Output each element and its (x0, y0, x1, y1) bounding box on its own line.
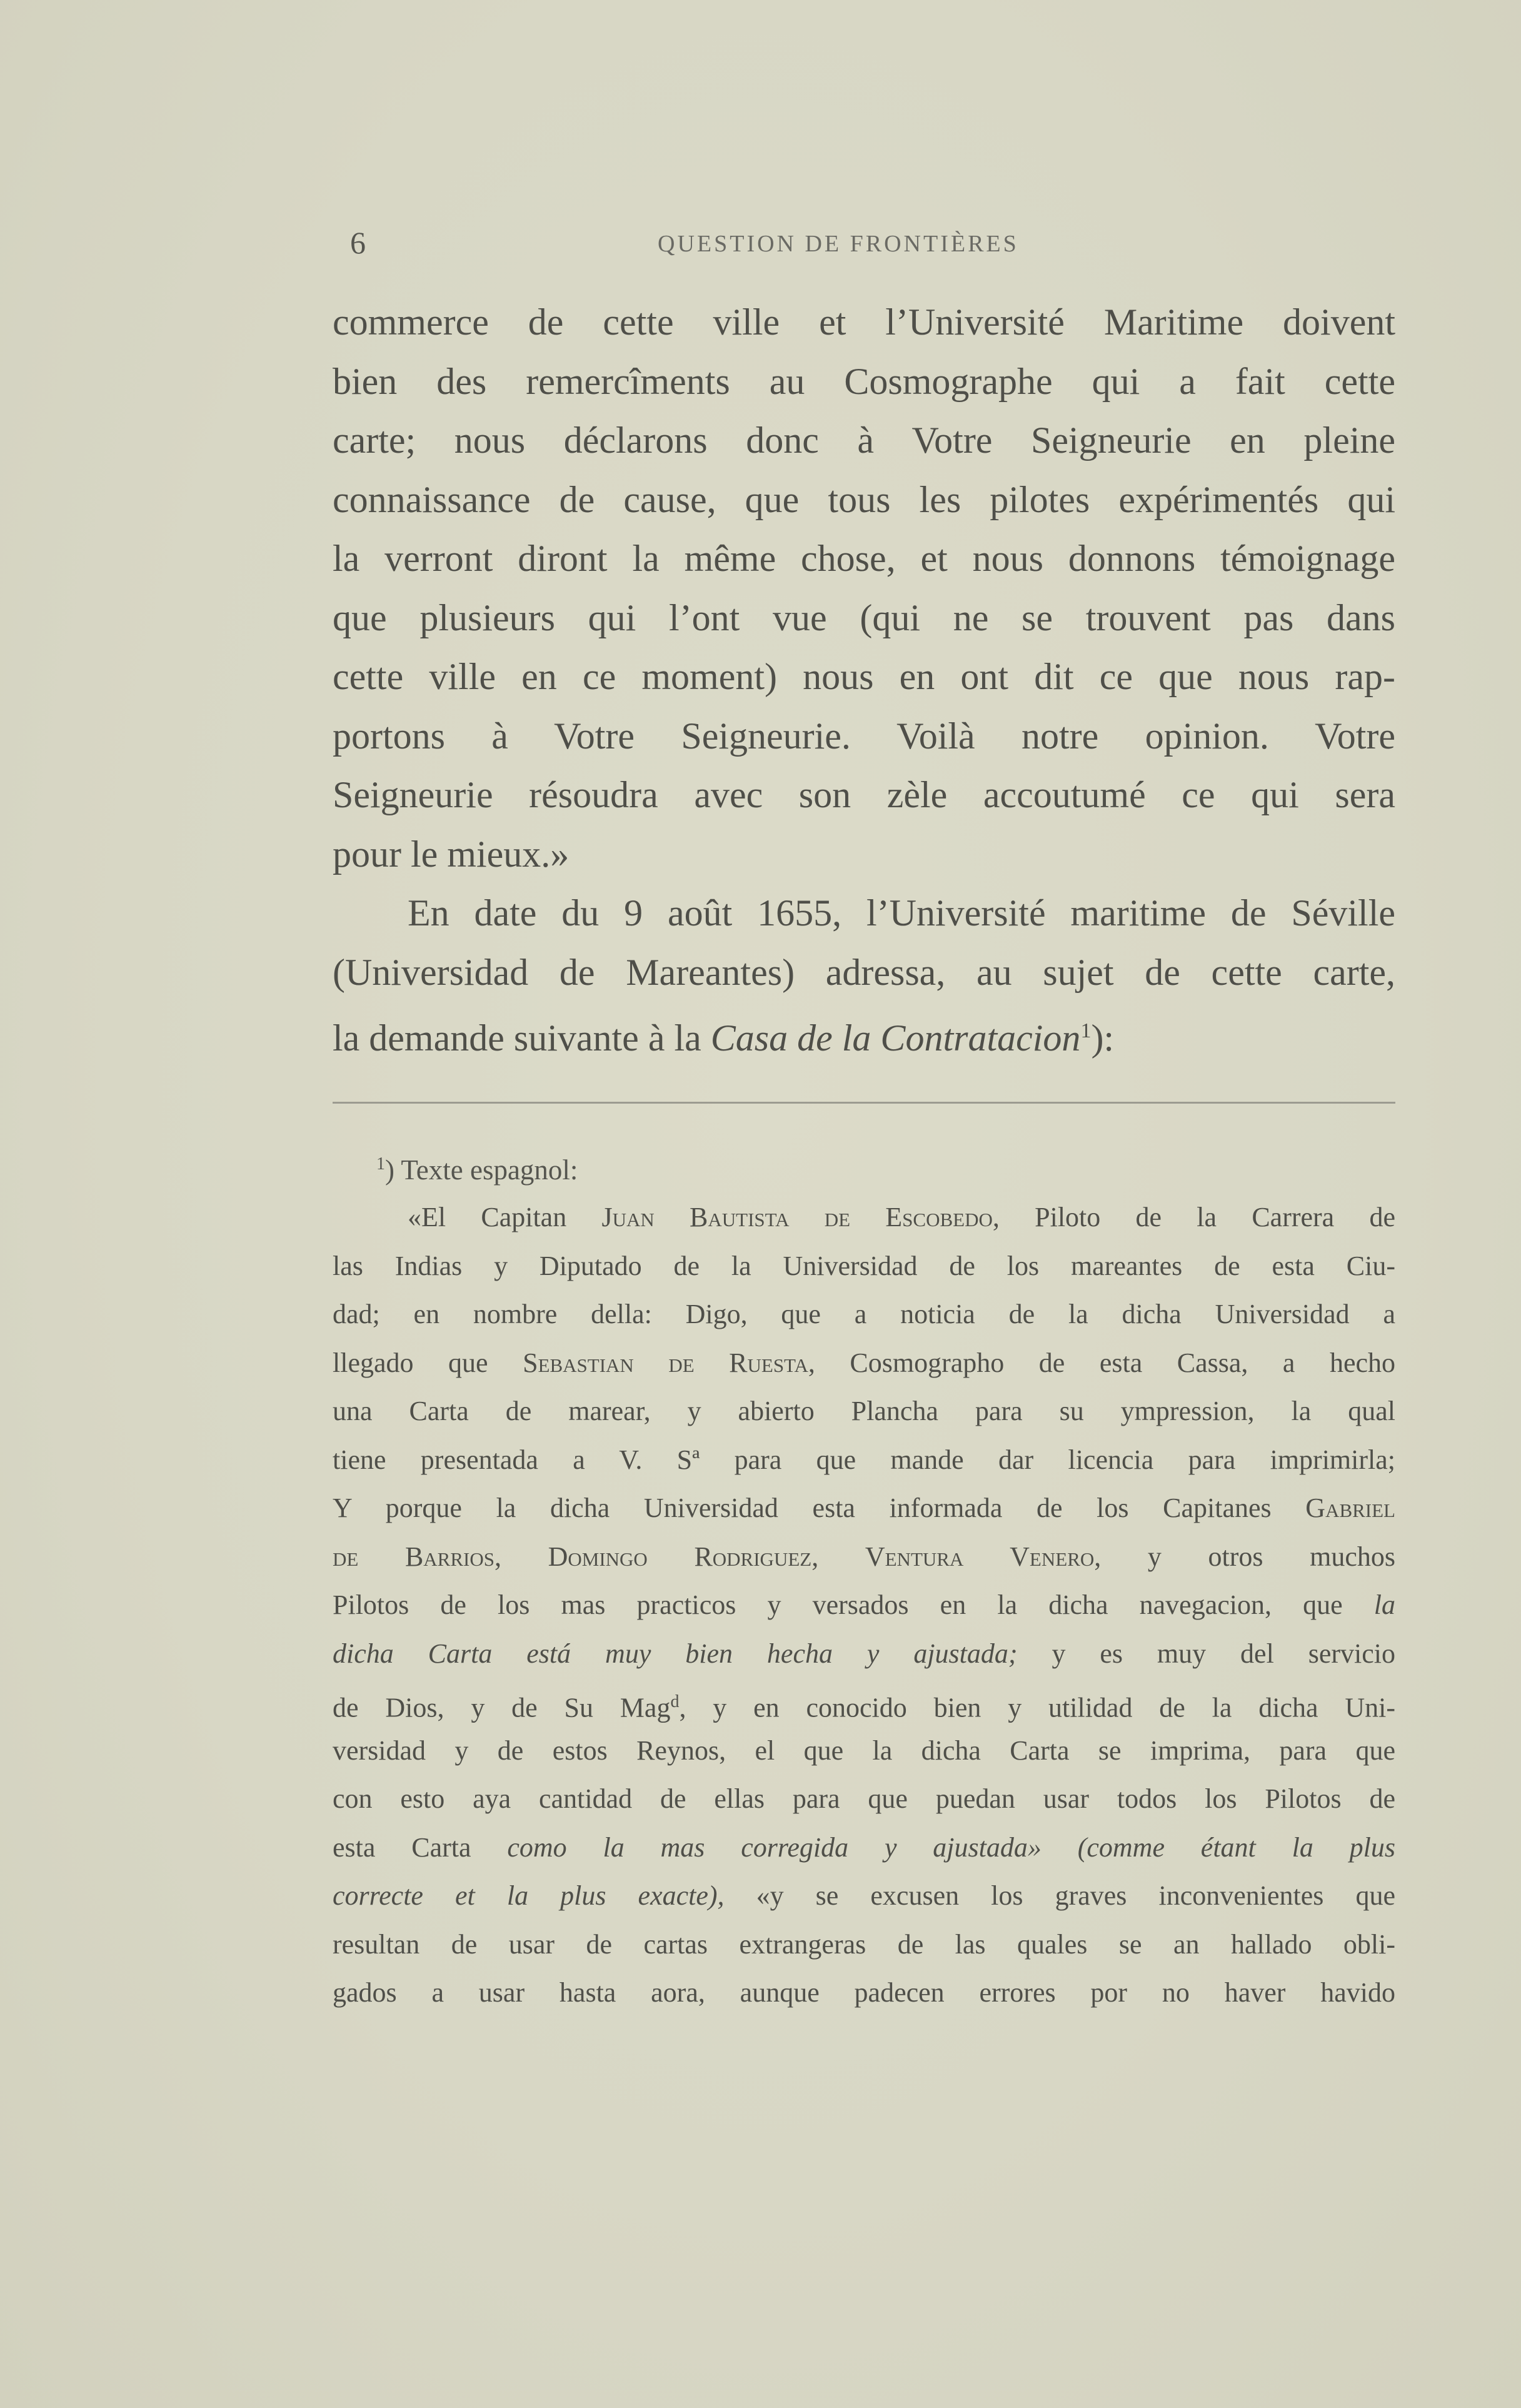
footnote-reference: 1 (1080, 1019, 1092, 1042)
text-fragment: Pilotos de los mas practicos y versados en la dicha navegacion, que (333, 1589, 1374, 1620)
body-text-fragment: ): (1091, 1017, 1115, 1059)
footnote-line: una Carta de marear, y abierto Plancha para su ympression, la qual (333, 1396, 1395, 1426)
text-fragment: , y otros muchos (1094, 1541, 1395, 1572)
body-line: portons à Votre Seigneurie. Voilà notre opinion. Votre (333, 715, 1395, 757)
text-fragment: , (494, 1541, 548, 1572)
footnote-line: tiene presentada a V. Sª para que mande dar licencia para imprimirla; (333, 1444, 1395, 1475)
footnote-line (333, 1823, 1395, 1872)
person-name: Domingo Rodriguez (548, 1541, 812, 1572)
footnote-line (333, 1678, 1395, 1726)
footnote-label-text: ) Texte espagnol: (385, 1154, 578, 1186)
text-fragment: , (811, 1541, 865, 1572)
footnote-line: dad; en nombre della: Digo, que a noticia de la dicha Universidad a (333, 1299, 1395, 1329)
footnote-line: resultan de usar de cartas extrangeras de las quales se an hallado obli- (333, 1928, 1395, 1960)
text-fragment: y es muy del servicio (1017, 1638, 1395, 1669)
footnote-line: gados a usar hasta aora, aunque padecen errores por no haver havido (333, 1977, 1395, 2008)
footnote-marker: 1 (376, 1154, 385, 1174)
footnote-line (333, 1484, 1395, 1533)
footnote-line (333, 1630, 1395, 1678)
person-name: Sebastian de Ruesta (523, 1347, 808, 1378)
footnote-line: las Indias y Diputado de la Universidad de los mareantes de esta Ciu- (333, 1250, 1395, 1281)
italic-quote: dicha Carta está muy bien hecha y ajustada; (333, 1638, 1018, 1669)
footnote-line (333, 1533, 1395, 1581)
footnote-label (376, 1146, 578, 1189)
footnote-text (333, 1193, 1395, 2017)
person-name: Gabriel (1305, 1493, 1395, 1523)
footnote-line (333, 1581, 1395, 1630)
text-fragment: , Piloto de la Carrera de (992, 1202, 1395, 1232)
body-line: la verront diront la même chose, et nous donnons témoignage (333, 538, 1395, 579)
italic-translation: correcte et la plus exacte), (333, 1880, 725, 1911)
page-number: 6 (350, 225, 366, 260)
text-fragment: Y porque la dicha Universidad esta informada de los Capitanes (333, 1493, 1306, 1523)
italic-quote: la (1373, 1589, 1395, 1620)
footnote-divider (333, 1102, 1395, 1104)
running-title: QUESTION DE FRONTIÈRES (658, 231, 1019, 257)
person-name: Ventura Venero (865, 1541, 1095, 1572)
person-name: de Barrios (333, 1541, 494, 1572)
body-text-fragment: la demande suivante à la (333, 1017, 711, 1059)
text-fragment: «El Capitan (408, 1202, 602, 1232)
text-fragment: , y en conocido bien y utilidad de la dicha Uni- (679, 1692, 1395, 1723)
italic-translation: (comme étant la plus (1041, 1831, 1395, 1863)
body-line: commerce de cette ville et l’Université Maritime doivent (333, 301, 1395, 343)
footnote-line: versidad y de estos Reynos, el que la dicha Carta se imprima, para que (333, 1735, 1395, 1766)
body-line: bien des remercîments au Cosmographe qui a fait cette (333, 360, 1395, 402)
footnote-line (333, 1339, 1395, 1388)
body-line: Seigneurie résoudra avec son zèle accoutumé ce qui sera (333, 774, 1395, 815)
body-line: (Universidad de Mareantes) adressa, au sujet de cette carte, (333, 951, 1395, 993)
body-line: que plusieurs qui l’ont vue (qui ne se trouvent pas dans (333, 597, 1395, 638)
text-fragment: esta Carta (333, 1831, 508, 1863)
text-fragment: de Dios, y de Su Mag (333, 1692, 671, 1723)
body-line: En date du 9 août 1655, l’Université maritime de Séville (408, 892, 1395, 934)
body-line-last (333, 1002, 1395, 1061)
footnote-line (333, 1193, 1395, 1242)
person-name: Juan Bautista de Escobedo (601, 1202, 993, 1232)
text-fragment: «y se excusen los graves inconvenientes que (724, 1880, 1395, 1911)
superscript: d (670, 1692, 680, 1711)
text-fragment: llegado que (333, 1347, 523, 1378)
footnote-line: con esto aya cantidad de ellas para que puedan usar todos los Pilotos de (333, 1783, 1395, 1814)
page-header (331, 224, 1394, 261)
footnote-line (333, 1871, 1395, 1920)
body-line: carte; nous déclarons donc à Votre Seigneurie en pleine (333, 420, 1395, 461)
body-line: cette ville en ce moment) nous en ont dit ce que nous rap- (333, 656, 1395, 697)
body-line: connaissance de cause, que tous les pilotes expérimentés qui (333, 478, 1395, 520)
text-fragment: , Cosmographo de esta Cassa, a hecho (808, 1347, 1395, 1378)
body-line: pour le mieux.» (333, 833, 570, 875)
main-text (333, 293, 1395, 1061)
italic-quote: como la mas corregida y ajustada» (507, 1831, 1042, 1863)
italic-term: Casa de la Contratacion (710, 1017, 1081, 1059)
